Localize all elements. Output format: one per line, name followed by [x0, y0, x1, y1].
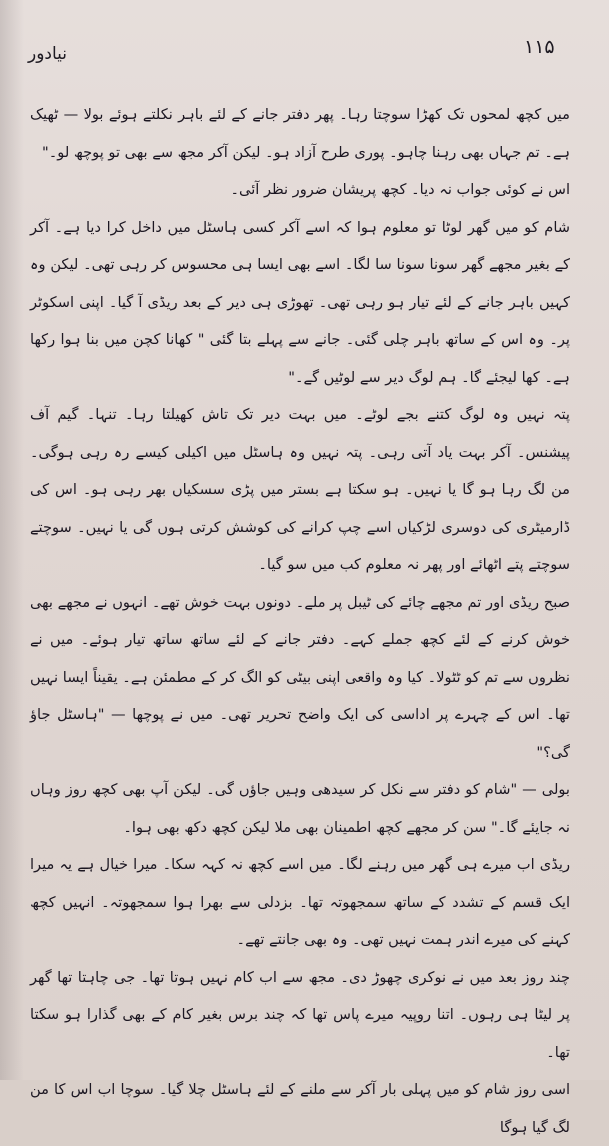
paragraph: شام کو میں گھر لوٹا تو معلوم ہوا کہ اسے آکر کسی ہاسٹل میں داخل کرا دیا ہے۔ آکر کے بغیر مجھے گھر سونا سونا سا لگا۔ اسے بھی ایسا ہی محسوس کر رہی تھی۔ لیکن وہ کہیں باہر جانے کے لئے تیار ہو رہی تھی۔ تھوڑی ہی دیر کے بعد ریڈی آ گیا۔ اپنی اسکوٹر پر۔ وہ اس کے ساتھ باہر چلی گئی۔ جانے سے پہلے بتا گئی " کھانا کچن میں بنا ہوا رکھا ہے۔ کھا لیجئے گا۔ ہم لوگ دیر سے لوٹیں گے۔" — [30, 218, 570, 386]
paragraph: ریڈی اب میرے ہی گھر میں رہنے لگا۔ میں اسے کچھ نہ کہہ سکا۔ میرا خیال ہے یہ میرا ایک قسم کے تشدد کے ساتھ سمجھوتہ تھا۔ بزدلی سے بھرا ہوا سمجھوتہ۔ انہیں کچھ کہنے کی میرے اندر ہمت نہیں تھی۔ وہ بھی جانتے تھے۔ — [30, 856, 570, 948]
paragraph: میں کچھ لمحوں تک کھڑا سوچتا رہا۔ پھر دفتر جانے کے لئے باہر نکلتے ہوئے بولا — ٹھیک ہے۔ تم جہاں بھی رہنا چاہو۔ پوری طرح آزاد ہو۔ لیکن آکر مجھ سے بھی تو پوچھ لو۔" — [30, 106, 570, 161]
paragraph: صبح ریڈی اور تم مجھے چائے کی ٹیبل پر ملے۔ دونوں بہت خوش تھے۔ انہوں نے مجھے بھی خوش کرنے کے لئے کچھ جملے کہے۔ دفتر جانے کے لئے ساتھ ساتھ تیار ہوئے۔ میں نے نظروں سے تم کو ٹٹولا۔ کیا وہ واقعی اپنی بیٹی کو الگ کر کے مطمئن ہے۔ یقیناً ایسا نہیں تھا۔ اس کے چہرے پر اداسی کی ایک واضح تحریر تھی۔ میں نے پوچھا — "ہاسٹل جاؤ گی؟" — [29, 593, 570, 761]
running-head: نیادور — [28, 44, 68, 64]
paragraph: بولی — "شام کو دفتر سے نکل کر سیدھی وہیں جاؤں گی۔ لیکن آپ بھی کچھ روز وہاں نہ جایئے گا۔" سن کر مجھے کچھ اطمینان بھی ملا لیکن کچھ دکھ بھی ہوا۔ — [30, 781, 570, 836]
paragraph: اسی روز شام کو میں پہلی بار آکر سے ملنے کے لئے ہاسٹل چلا گیا۔ سوچا اب اس کا من لگ گیا ہوگا — [30, 1081, 570, 1136]
paragraph: اس نے کوئی جواب نہ دیا۔ کچھ پریشان ضرور نظر آئی۔ — [230, 181, 570, 198]
paragraph: چند روز بعد میں نے نوکری چھوڑ دی۔ مجھ سے اب کام نہیں ہوتا تھا۔ جی چاہتا تھا گھر پر لیٹا ہی رہوں۔ اتنا روپیہ میرے پاس تھا کہ چند برس بغیر کام کے بھی گذارا ہو سکتا تھا۔ — [30, 968, 570, 1061]
body-text — [30, 96, 570, 1146]
paragraph: پتہ نہیں وہ لوگ کتنے بجے لوٹے۔ میں بہت دیر تک تاش کھیلتا رہا۔ تنہا۔ گیم آف پیشنس۔ آکر بہت یاد آتی رہی۔ پتہ نہیں وہ ہاسٹل میں اکیلی کیسے رہ رہی ہوگی۔ من لگ رہا ہو گا یا نہیں۔ ہو سکتا ہے بستر میں پڑی سسکیاں بھر رہی ہو۔ اس کی ڈارمیٹری کی دوسری لڑکیاں اسے چپ کرانے کی کوشش کرتی ہوں گی یا نہیں۔ سوچتے سوچتے پتے اٹھائے اور پھر نہ معلوم کب میں سو گیا۔ — [30, 406, 570, 573]
page-number: ۱۱۵ — [524, 36, 555, 58]
